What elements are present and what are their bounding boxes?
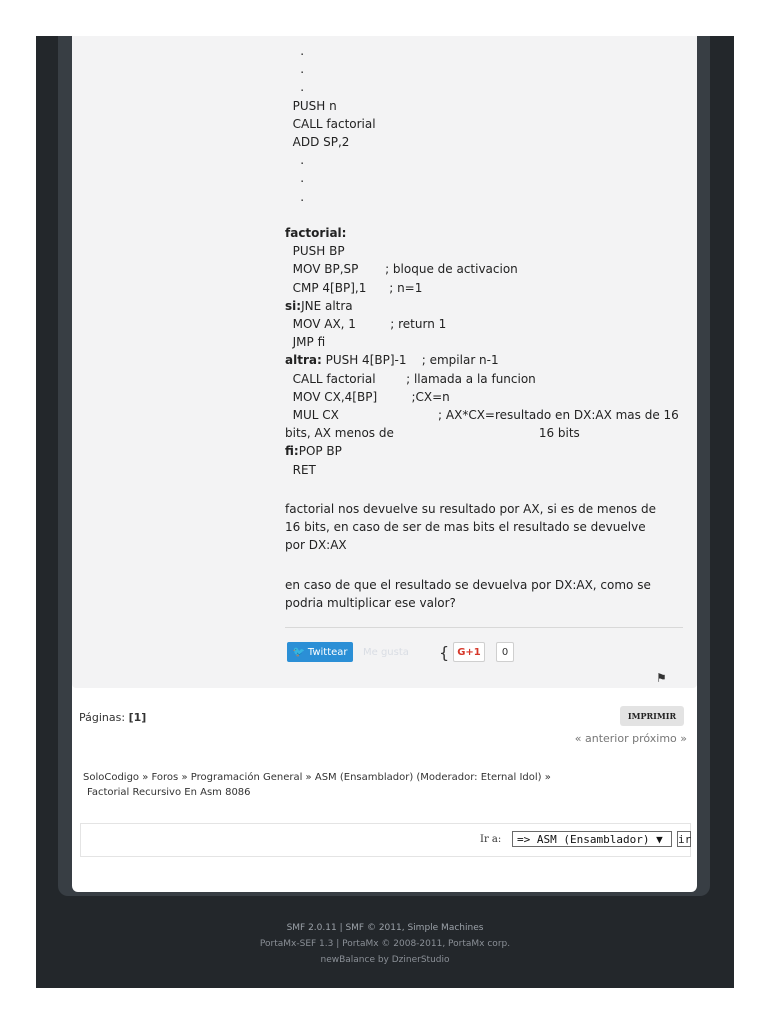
jump-label: Ir a: xyxy=(480,834,502,845)
twitter-label: Twittear xyxy=(307,646,348,658)
brace-decoration: { xyxy=(439,642,450,662)
code-line: bits, AX menos de 16 bits xyxy=(285,426,580,441)
code-line: . xyxy=(285,189,305,204)
content-panel xyxy=(72,36,697,892)
post-paragraph: en caso de que el resultado se devuelva por DX:AX, como se podria multiplicar ese valor? xyxy=(285,578,651,610)
code-line: . xyxy=(285,171,305,186)
footer-theme[interactable]: newBalance by DzinerStudio xyxy=(320,955,450,965)
code-line: . xyxy=(285,62,305,77)
pagination-label: Páginas: xyxy=(79,711,126,724)
print-button[interactable]: IMPRIMIR xyxy=(620,706,684,726)
gplus-button[interactable]: G+1 xyxy=(453,642,485,662)
code-line: PUSH n xyxy=(285,98,337,113)
twitter-button[interactable] xyxy=(287,642,353,662)
post-separator xyxy=(285,627,683,628)
post-body xyxy=(72,36,697,688)
code-line: JMP fi xyxy=(285,335,326,350)
gplus-count: 0 xyxy=(496,642,514,662)
breadcrumb-topic[interactable]: Factorial Recursivo En Asm 8086 xyxy=(87,787,251,798)
jump-select[interactable]: => ASM (Ensamblador) ▼ xyxy=(512,831,672,847)
report-icon[interactable]: ⚑ xyxy=(656,671,667,685)
breadcrumb[interactable]: SoloCodigo » Foros » Programación General » ASM (Ensamblador) (Moderador: Eternal Idol) » xyxy=(83,772,551,783)
code-line: . xyxy=(285,153,305,168)
code-line: MOV AX, 1 ; return 1 xyxy=(285,317,447,331)
code-line: RET xyxy=(285,462,316,477)
code-line: CALL factorial xyxy=(285,116,376,131)
code-line: . xyxy=(285,80,305,95)
code-line: MOV BP,SP ; bloque de activacion xyxy=(285,262,518,277)
prev-next-links[interactable]: « anterior próximo » xyxy=(574,732,687,745)
code-line: fi:POP BP xyxy=(285,444,342,459)
jump-box xyxy=(80,823,691,857)
jump-go-button[interactable]: ir xyxy=(678,833,692,846)
code-line: CALL factorial ; llamada a la funcion xyxy=(285,371,536,386)
code-line: CMP 4[BP],1 ; n=1 xyxy=(285,280,423,295)
twitter-icon: 🐦 xyxy=(292,646,305,658)
code-line: . xyxy=(285,44,305,58)
facebook-label: Me gusta xyxy=(363,646,409,658)
footer-portamx[interactable]: PortaMx-SEF 1.3 | PortaMx © 2008-2011, PortaMx corp. xyxy=(259,939,511,949)
post-paragraph: factorial nos devuelve su resultado por AX, si es de menos de 16 bits, en caso de ser de mas bits el resultado se devuelve por DX:AX xyxy=(285,502,656,552)
pagination xyxy=(79,711,146,724)
pagination-current[interactable]: [1] xyxy=(128,711,147,724)
code-line: factorial: xyxy=(285,226,347,240)
code-line: altra: PUSH 4[BP]-1 ; empilar n-1 xyxy=(285,353,499,368)
facebook-like-button[interactable] xyxy=(363,642,429,662)
code-line: MOV CX,4[BP] ;CX=n xyxy=(285,389,450,404)
code-line: PUSH BP xyxy=(285,244,345,259)
code-line: ADD SP,2 xyxy=(285,135,350,149)
footer-smf[interactable]: SMF 2.0.11 | SMF © 2011, Simple Machines xyxy=(286,923,484,933)
footer xyxy=(36,920,734,968)
code-line: MUL CX ; AX*CX=resultado en DX:AX mas de 16 xyxy=(285,408,679,422)
code-line: si:JNE altra xyxy=(285,298,353,313)
